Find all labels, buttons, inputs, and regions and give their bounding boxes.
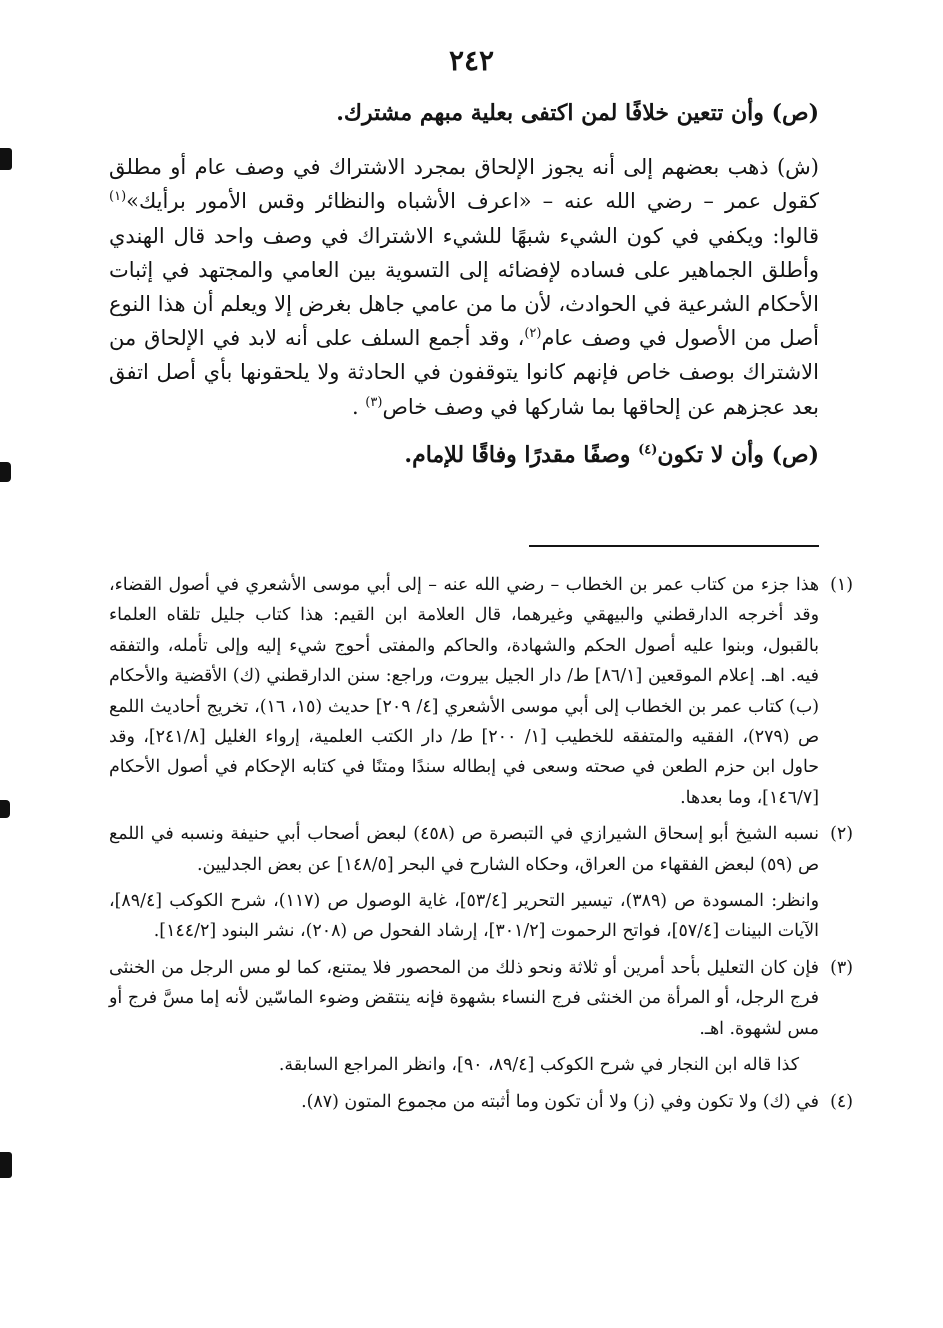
binding-mark	[0, 1152, 12, 1178]
binding-mark	[0, 800, 10, 818]
footnote-body	[109, 819, 819, 947]
binding-mark	[0, 148, 12, 170]
sharh-text: قالوا: ويكفي في كون الشيء شبهًا للشيء الاشتراك في وصف واحد قال الهندي وأطلق الجماهير على فساده لإفضائه إلى التسوية بين العامي والمجتهد في إثبات الأحكام الشرعية في الحوادث، لأن ما من عامي جاهل بغرض إلا ويعلم أن هذا النوع أصل من الأصول في وصف عام	[109, 223, 819, 351]
footnote-3	[109, 953, 853, 1081]
footnote-body	[109, 953, 819, 1081]
footnote-body	[109, 1087, 819, 1117]
sharh-text: .	[351, 394, 366, 419]
footnote-paragraph: فإن كان التعليل بأحد أمرين أو ثلاثة ونحو ذلك من المحصور فلا يمتنع، كما لو مس الرجل من الخنثى فرج الرجل، أو المرأة من الخنثى فرج النساء بشهوة فإنه ينتقض وضوء الماسّين لأنه إما مسَّ فرج أو مس لشهوة. اهـ.	[109, 957, 819, 1039]
matn-text: وصفًا مقدرًا وفاقًا للإمام.	[404, 441, 639, 468]
footnote-ref-2: (٢)	[524, 326, 542, 342]
sharh-paragraph	[109, 150, 819, 424]
page-number: ٢٤٢	[448, 44, 495, 77]
matn-line-2	[109, 438, 819, 472]
footnote-ref-4: (٤)	[638, 442, 658, 458]
matn-text: (ص) وأن لا تكون	[657, 441, 819, 468]
footnote-ref-3: (٣)	[365, 394, 383, 410]
footnote-1	[109, 570, 853, 813]
footnote-paragraph: وانظر: المسودة ص (٣٨٩)، تيسير التحرير [٥٣/٤]، غاية الوصول ص (١١٧)، شرح الكوكب [٨٩/٤]، الآيات البينات [٥٧/٤]، فواتح الرحموت [٣٠١/٢]، إرشاد الفحول ص (٢٠٨)، نشر البنود [١٤٤/٢].	[109, 891, 819, 942]
matn-line-1: (ص) وأن تتعين خلافًا لمن اكتفى بعلية مبهم مشترك.	[336, 100, 819, 126]
binding-mark	[0, 462, 11, 482]
footnote-paragraph: كذا قاله ابن النجار في شرح الكوكب [٨٩/٤، ٩٠]، وانظر المراجع السابقة.	[278, 1055, 799, 1076]
footnote-paragraph: هذا جزء من كتاب عمر بن الخطاب – رضي الله عنه – إلى أبي موسى الأشعري في أصول القضاء، وقد أخرجه الدارقطني والبيهقي وغيرهما، قال العلامة ابن القيم: هذا كتاب جليل تلقاه العلماء بالقبول، وبنوا عليه أصول الحكم والشهادة، والحاكم والمفتى أحوج شيء إليه وإلى تأمله، والتفقه فيه. اهـ. إعلام الموقعين [٨٦/١] ط/ دار الجيل بيروت، وراجع: سنن الدارقطني (ك) الأقضية والأحكام (ب) كتاب عمر بن الخطاب إلى أبي موسى الأشعري [٤/ ٢٠٩] حديث (١٥، ١٦)، تخريج أحاديث اللمع ص (٢٧٩)، الفقيه والمتفقه للخطيب [١/ ٢٠٠] ط/ دار الكتب العلمية، إرواء الغليل [٢٤١/٨]، وقد حاول ابن حزم الطعن في صحته وسعى في إبطاله سندًا ومتنًا في كتابه الإحكام في أصول الأحكام [١٤٦/٧]، وما بعدها.	[109, 575, 820, 808]
footnote-paragraph: نسبه الشيخ أبو إسحاق الشيرازي في التبصرة ص (٤٥٨) لبعض أصحاب أبي حنيفة ونسبه في اللمع ص (٥٩) لبعض الفقهاء من العراق، وحكاه الشارح في البحر [١٤٨/٥] عن بعض الجدليين.	[109, 824, 819, 875]
footnote-body	[109, 570, 819, 813]
footnote-4	[109, 1087, 853, 1117]
footnote-2	[109, 819, 853, 947]
footnotes	[109, 570, 853, 1123]
footnote-paragraph: في (ك) ولا تكون وفي (ز) ولا أن تكون وما أثبته من مجموع المتون (٨٧).	[301, 1091, 819, 1112]
footnote-ref-1: (١)	[109, 189, 127, 205]
footnote-number: (٤)	[830, 1091, 853, 1112]
main-text	[109, 96, 819, 472]
sharh-text: ، وقد أجمع السلف على أنه لابد في الإلحاق من الاشتراك بوصف خاص فإنهم كانوا يتوقفون في الحادثة ولا يلحقونها بأي أصل اتفق بعد عجزهم عن إلحاقها بما شاركها في وصف خاص	[109, 326, 819, 419]
footnote-divider	[529, 545, 819, 547]
footnote-number: (٣)	[830, 957, 853, 978]
footnote-number: (٢)	[830, 824, 853, 845]
footnote-number: (١)	[830, 575, 853, 595]
sharh-text: (ش) ذهب بعضهم إلى أنه يجوز الإلحاق بمجرد الاشتراك في وصف عام أو مطلق كقول عمر – رضي الله عنه – «اعرف الأشباه والنظائر وقس الأمور برأيك»	[109, 155, 819, 214]
